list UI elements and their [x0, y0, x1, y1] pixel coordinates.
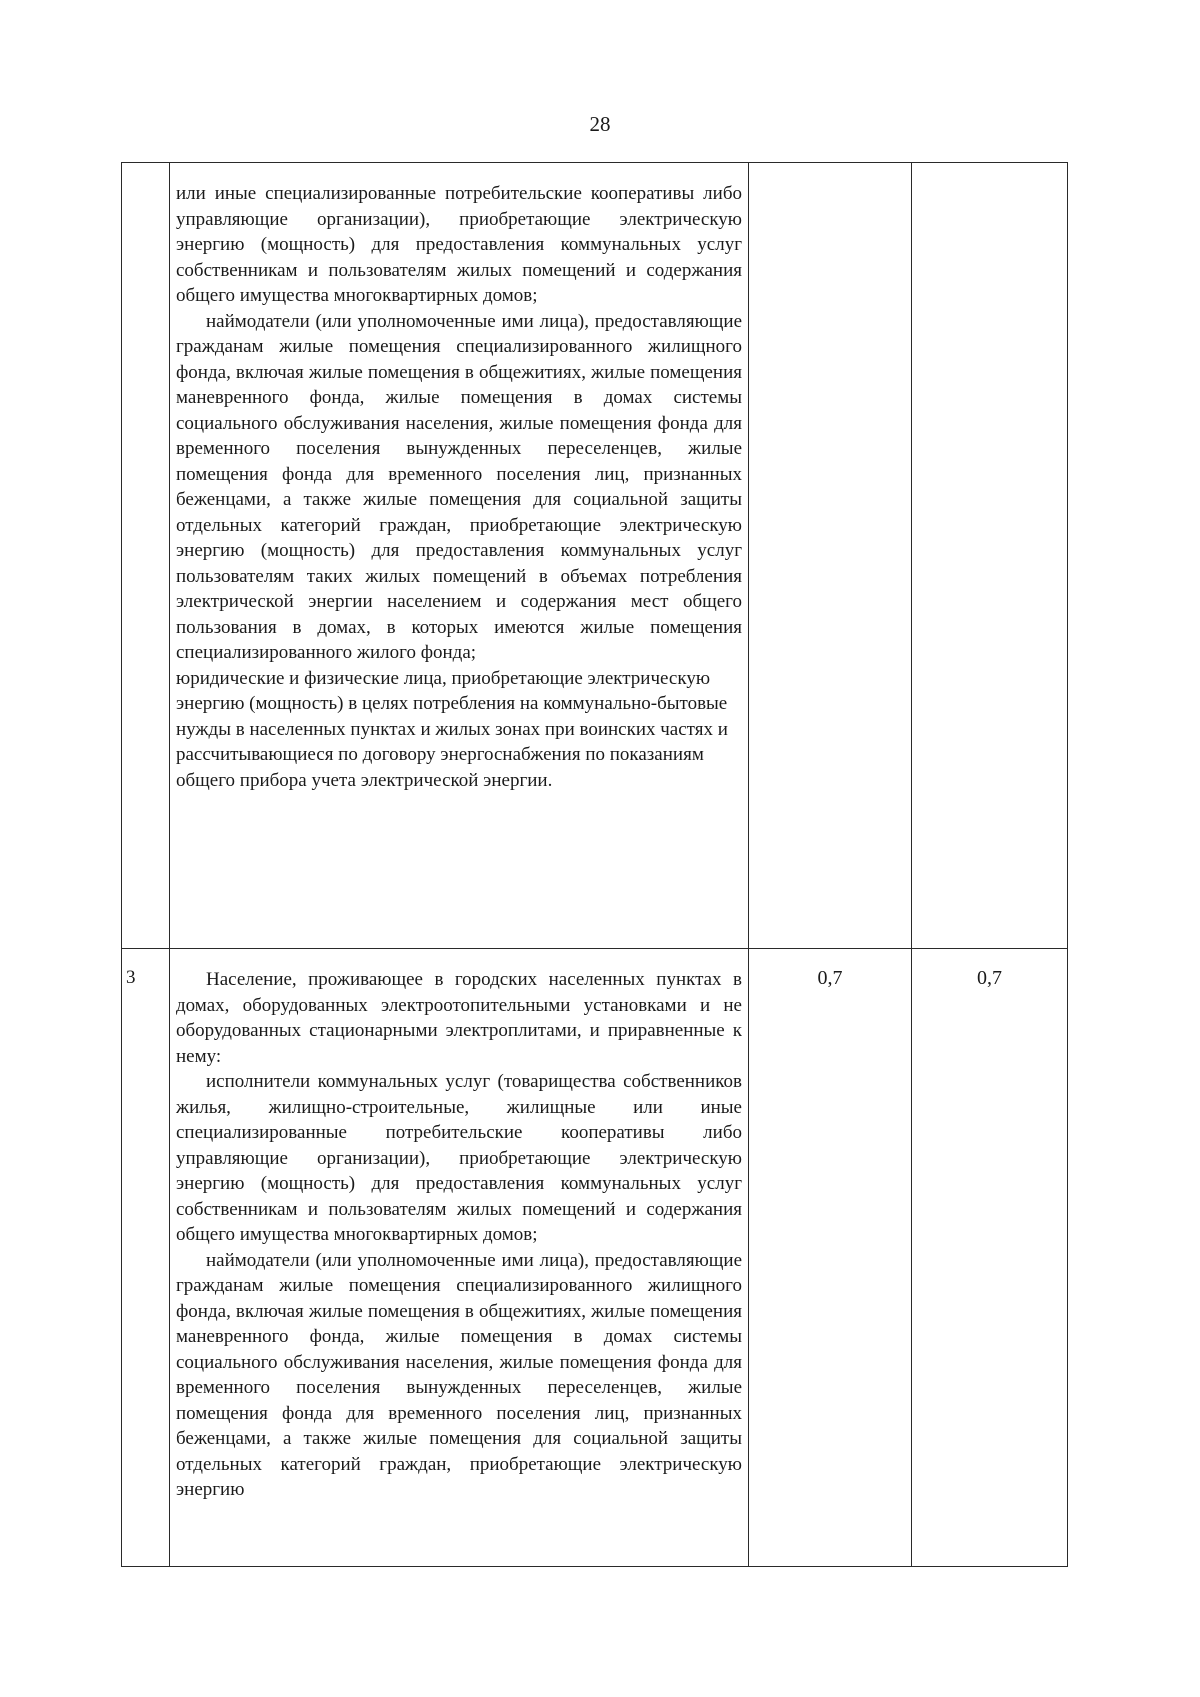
table-row-continuation	[122, 163, 1068, 949]
table-row-3	[122, 949, 1068, 1567]
row-number-cell: 3	[122, 949, 170, 1567]
row-description-cell	[170, 949, 749, 1567]
description-paragraph: наймодатели (или уполномоченные ими лица), предоставляющие гражданам жилые помещения специализированного жилищного фонда, включая жилые помещения в общежитиях, жилые помещения маневренного фонда, жилые помещения в домах системы социального обслуживания населения, жилые помещения фонда для временного поселения вынужденных переселенцев, жилые помещения фонда для временного поселения лиц, признанных беженцами, а также жилые помещения для социальной защиты отдельных категорий граждан, приобретающие электрическую энергию (мощность) для предоставления коммунальных услуг пользователям таких жилых помещений в объемах потребления электрической энергии населением и содержания мест общего пользования в домах, в которых имеются жилые помещения специализированного жилого фонда;	[176, 310, 742, 663]
row-value-2-cell: 0,7	[912, 949, 1068, 1567]
row-value-1-cell	[749, 163, 912, 949]
description-paragraph: исполнители коммунальных услуг (товарищества собственников жилья, жилищно-строительные, жилищные или иные специализированные потребительские кооперативы либо управляющие организации), приобретающие электрическую энергию (мощность) для предоставления коммунальных услуг собственникам и пользователям жилых помещений и содержания общего имущества многоквартирных домов;	[176, 1071, 742, 1245]
description-paragraphs	[176, 181, 742, 793]
description-paragraph: Население, проживающее в городских населенных пунктах в домах, оборудованных электроотопительными установками и не оборудованных стационарными электроплитами, и приравненные к нему:	[176, 969, 742, 1067]
description-paragraph: наймодатели (или уполномоченные ими лица), предоставляющие гражданам жилые помещения специализированного жилищного фонда, включая жилые помещения в общежитиях, жилые помещения маневренного фонда, жилые помещения в домах системы социального обслуживания населения, жилые помещения фонда для временного поселения вынужденных переселенцев, жилые помещения фонда для временного поселения лиц, признанных беженцами, а также жилые помещения для социальной защиты отдельных категорий граждан, приобретающие электрическую энергию	[176, 1249, 742, 1500]
tariff-table	[121, 162, 1068, 1567]
row-value-1-cell: 0,7	[749, 949, 912, 1567]
row-value-2-cell	[912, 163, 1068, 949]
page-number: 28	[589, 112, 611, 136]
description-paragraph: или иные специализированные потребительские кооперативы либо управляющие организации), приобретающие электрическую энергию (мощность) для предоставления коммунальных услуг собственникам и пользователям жилых помещений и содержания общего имущества многоквартирных домов;	[176, 183, 742, 306]
row-number-cell	[122, 163, 170, 949]
row-description-cell	[170, 163, 749, 949]
description-paragraphs	[176, 967, 742, 1503]
description-paragraph: юридические и физические лица, приобретающие электрическую энергию (мощность) в целях потребления на коммунально-бытовые нужды в населенных пунктах и жилых зонах при воинских частях и рассчитывающиеся по договору энергоснабжения по показаниям общего прибора учета электрической энергии.	[176, 667, 728, 791]
